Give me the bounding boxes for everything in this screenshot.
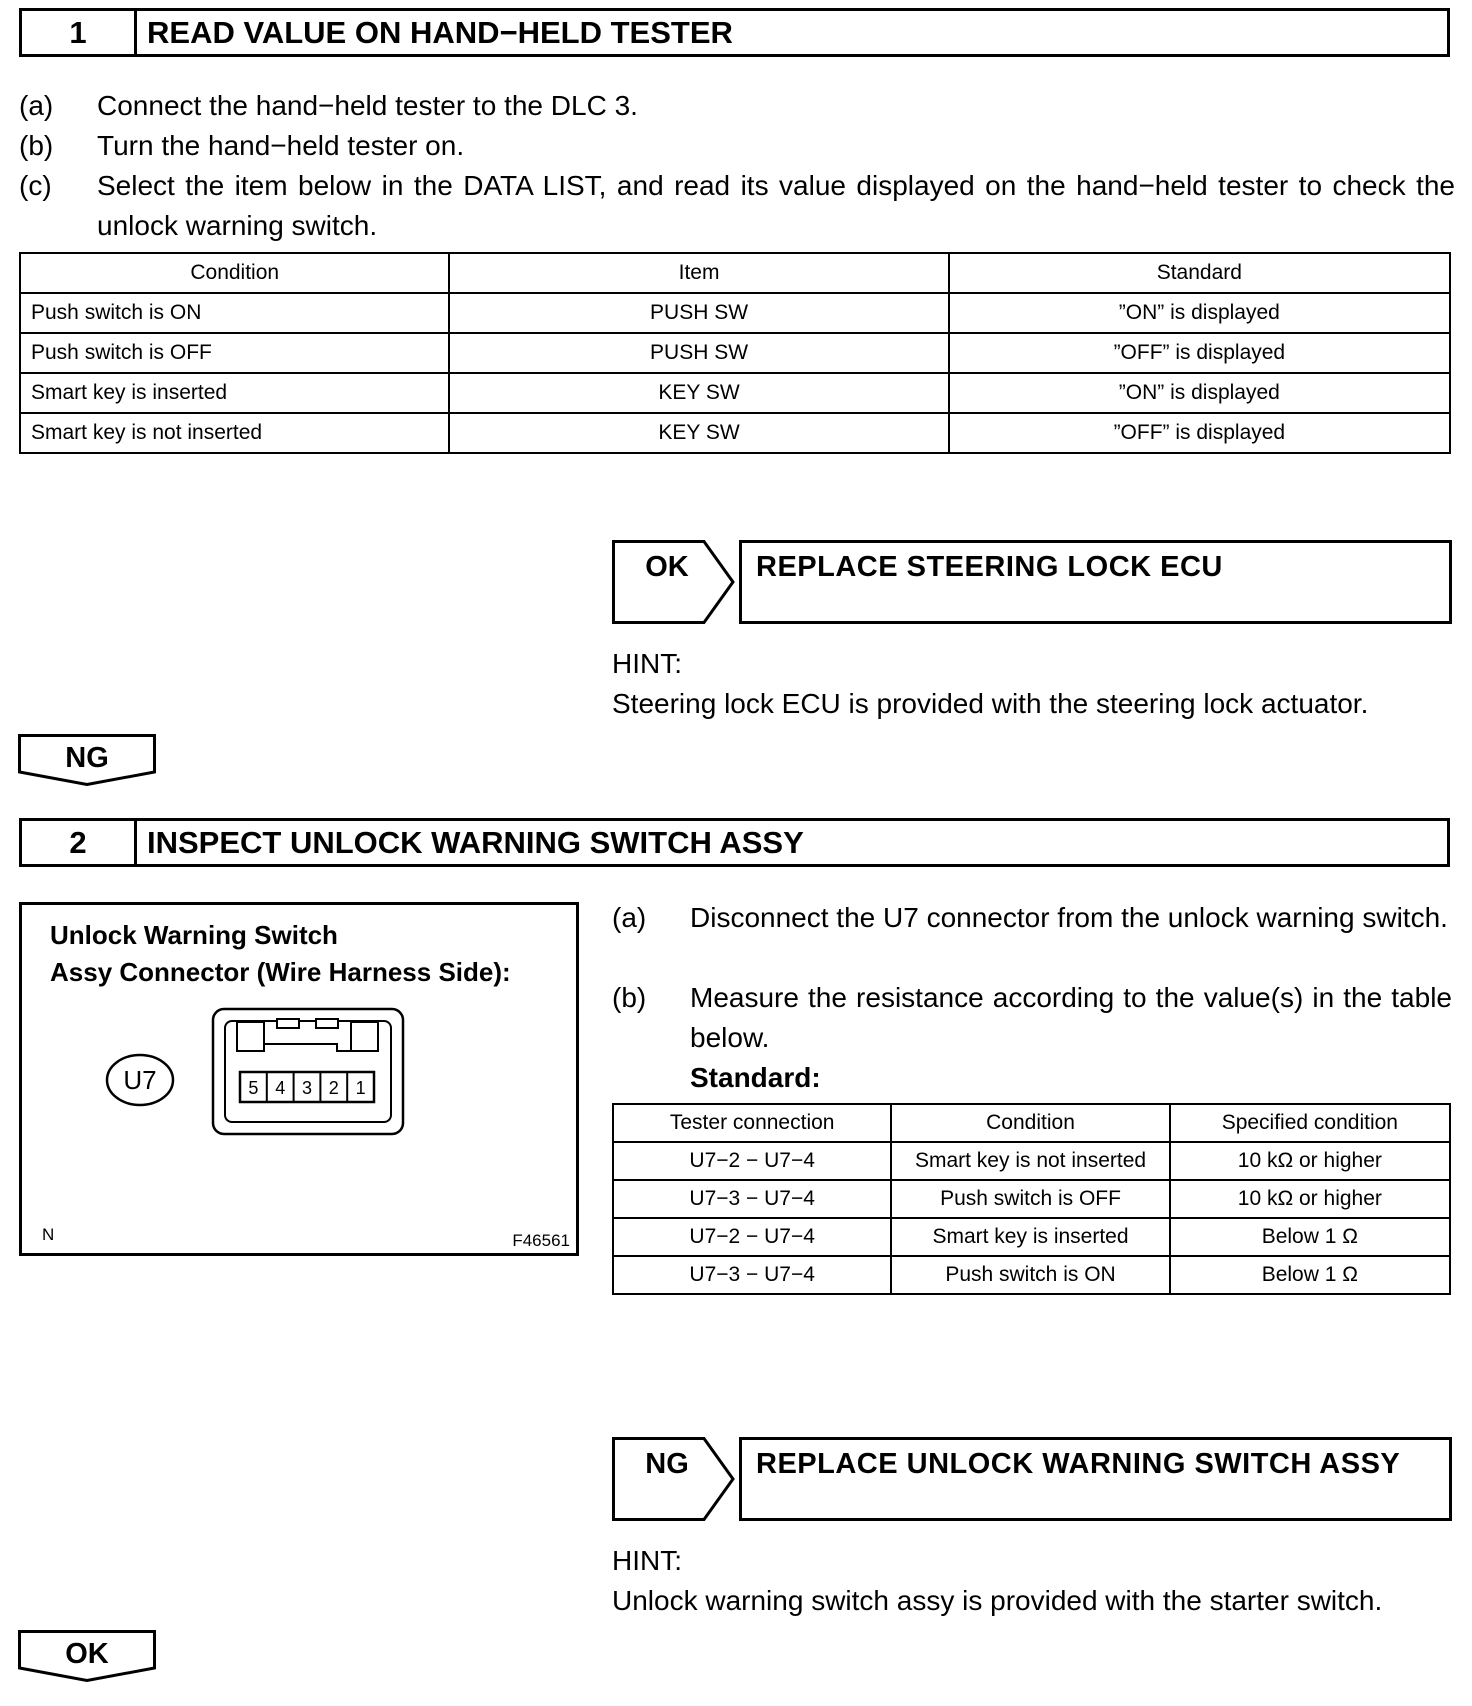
step-title: READ VALUE ON HAND−HELD TESTER	[147, 14, 733, 50]
pin-label: 4	[275, 1078, 286, 1098]
step-title: INSPECT UNLOCK WARNING SWITCH ASSY	[147, 824, 804, 860]
instruction-text: Measure the resistance according to the value(s) in the table below.	[690, 982, 1452, 1053]
hint-text: Steering lock ECU is provided with the steering lock actuator.	[612, 688, 1369, 719]
ng-arrow-tag	[612, 1437, 736, 1521]
result-action-text: REPLACE STEERING LOCK ECU	[756, 551, 1223, 583]
table-row	[613, 1180, 1450, 1218]
table-cell: KEY SW	[449, 373, 948, 413]
table-cell: Below 1 Ω	[1170, 1218, 1450, 1256]
instruction-b	[612, 978, 1452, 1058]
result-tag-text: NG	[645, 1448, 689, 1480]
table-row	[20, 333, 1450, 373]
figure-id: F46561	[512, 1231, 570, 1250]
standard-label: Standard:	[690, 1062, 821, 1093]
table-cell: U7−3 − U7−4	[613, 1180, 891, 1218]
table-cell: KEY SW	[449, 413, 948, 453]
table-cell: Push switch is OFF	[20, 333, 449, 373]
table-cell: PUSH SW	[449, 333, 948, 373]
pin-label: 1	[355, 1078, 366, 1098]
table-cell: Push switch is ON	[20, 293, 449, 333]
table-row	[20, 373, 1450, 413]
hint-text: Unlock warning switch assy is provided with the starter switch.	[612, 1585, 1383, 1616]
figure-corner-mark: N	[42, 1225, 55, 1244]
table-header-row	[613, 1104, 1450, 1142]
pin-label: 3	[301, 1078, 313, 1098]
table-cell: 10 kΩ or higher	[1170, 1142, 1450, 1180]
instruction-label: (b)	[19, 130, 54, 161]
flow-tag-text: OK	[65, 1638, 109, 1670]
instruction-text: Disconnect the U7 connector from the unlock warning switch.	[690, 902, 1448, 933]
column-header: Specified condition	[1170, 1104, 1450, 1142]
ng-flow-tag	[18, 734, 158, 786]
instruction-label: (a)	[612, 902, 647, 933]
table-cell: Push switch is OFF	[891, 1180, 1169, 1218]
ng-result	[612, 1437, 1452, 1521]
result-action-box	[739, 540, 1452, 624]
instruction-text: Connect the hand−held tester to the DLC 3.	[97, 90, 638, 121]
column-header: Condition	[891, 1104, 1169, 1142]
table-cell: 10 kΩ or higher	[1170, 1180, 1450, 1218]
hint-block	[612, 644, 1452, 724]
column-header: Item	[449, 253, 948, 293]
instruction-a	[19, 86, 1455, 126]
step-number: 1	[22, 11, 137, 54]
connector-id: U7	[123, 1065, 157, 1095]
table-row	[20, 293, 1450, 333]
table-row	[613, 1142, 1450, 1180]
figure-title-line: Assy Connector (Wire Harness Side):	[50, 957, 511, 987]
table-cell: Smart key is not inserted	[20, 413, 449, 453]
instruction-label: (c)	[19, 170, 52, 201]
table-row	[613, 1256, 1450, 1294]
connector-diagram	[22, 905, 576, 1253]
ok-arrow-tag	[612, 540, 736, 624]
instruction-text: Select the item below in the DATA LIST, and read its value displayed on the hand−held tester to check the unlock warning switch.	[97, 170, 1455, 241]
table-header-row	[20, 253, 1450, 293]
table-row	[20, 413, 1450, 453]
table-cell: ”OFF” is displayed	[949, 333, 1450, 373]
step-number: 2	[22, 821, 137, 864]
table-cell: Smart key is inserted	[20, 373, 449, 413]
result-action-text: REPLACE UNLOCK WARNING SWITCH ASSY	[756, 1448, 1401, 1480]
step-2-header	[19, 818, 1450, 867]
result-action-box	[739, 1437, 1452, 1521]
table-cell: U7−2 − U7−4	[613, 1218, 891, 1256]
pin-label: 5	[248, 1078, 259, 1098]
result-tag-text: OK	[645, 551, 689, 583]
table-cell: ”ON” is displayed	[949, 293, 1450, 333]
table-cell: Push switch is ON	[891, 1256, 1169, 1294]
column-header: Tester connection	[613, 1104, 891, 1142]
table-cell: Smart key is inserted	[891, 1218, 1169, 1256]
instruction-label: (a)	[19, 90, 54, 121]
table-cell: PUSH SW	[449, 293, 948, 333]
resistance-table	[612, 1103, 1451, 1295]
table-cell: U7−3 − U7−4	[613, 1256, 891, 1294]
step-1-header	[19, 8, 1450, 57]
instruction-a	[612, 898, 1452, 978]
pin-label: 2	[328, 1078, 339, 1098]
figure-title-line: Unlock Warning Switch	[50, 920, 338, 950]
ok-result	[612, 540, 1452, 624]
table-cell: ”OFF” is displayed	[949, 413, 1450, 453]
hint-label: HINT:	[612, 648, 682, 679]
hint-block	[612, 1541, 1452, 1621]
ok-flow-tag	[18, 1630, 158, 1682]
table-cell: U7−2 − U7−4	[613, 1142, 891, 1180]
column-header: Standard	[949, 253, 1450, 293]
instruction-text: Turn the hand−held tester on.	[97, 130, 465, 161]
instruction-b	[19, 126, 1455, 166]
table-cell: Below 1 Ω	[1170, 1256, 1450, 1294]
instruction-label: (b)	[612, 982, 647, 1013]
connector-figure	[19, 902, 579, 1256]
instruction-c	[19, 166, 1455, 246]
flow-tag-text: NG	[65, 742, 109, 774]
table-cell: ”ON” is displayed	[949, 373, 1450, 413]
data-list-table	[19, 252, 1451, 454]
hint-label: HINT:	[612, 1545, 682, 1576]
table-row	[613, 1218, 1450, 1256]
column-header: Condition	[20, 253, 449, 293]
table-cell: Smart key is not inserted	[891, 1142, 1169, 1180]
